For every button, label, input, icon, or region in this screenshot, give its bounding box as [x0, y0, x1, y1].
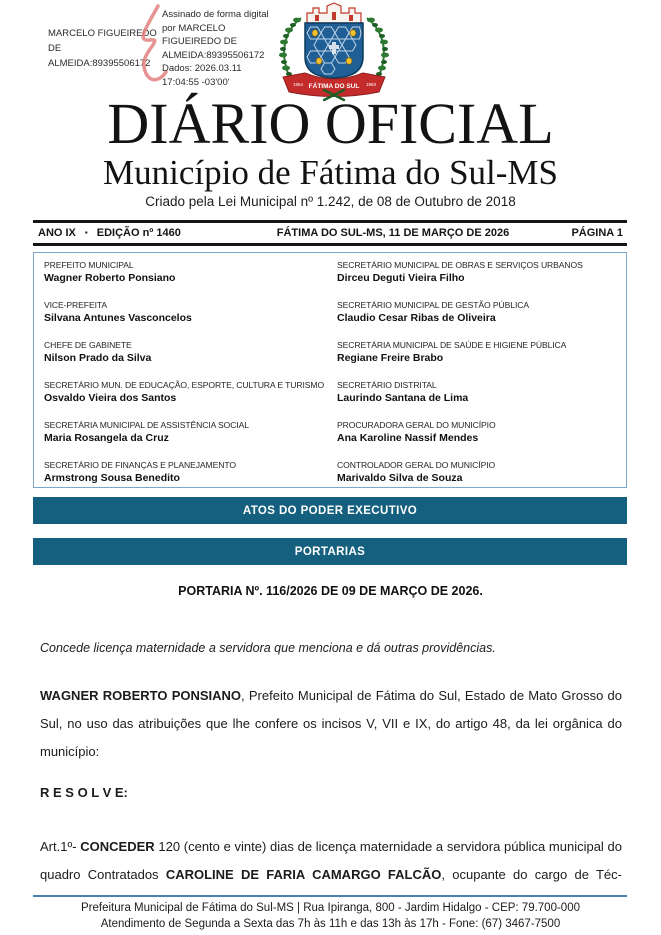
- official-entry: [44, 380, 329, 420]
- edition-info-bar: [33, 220, 627, 246]
- signature-details-text: Assinado de forma digital por MARCELO FIGUEIREDO DE ALMEIDA:89395506172: [162, 9, 269, 61]
- official-name: Claudio Cesar Ribas de Oliveira: [337, 312, 496, 324]
- year-label: ANO IX: [38, 227, 76, 239]
- official-role: VICE-PREFEITA: [44, 300, 108, 310]
- footer-address-line: Prefeitura Municipal de Fátima do Sul-MS | Rua Ipiranga, 800 - Jardim Hidalgo - CEP: 79.700-000: [80, 902, 580, 914]
- portaria-heading: PORTARIA Nº. 116/2026 DE 09 DE MARÇO DE 2026.: [178, 584, 483, 598]
- official-role: SECRETÁRIO MUNICIPAL DE GESTÃO PÚBLICA: [337, 300, 529, 310]
- section-banner-portarias: PORTARIAS: [33, 538, 627, 565]
- footer: [0, 900, 661, 932]
- section-banner-atos: ATOS DO PODER EXECUTIVO: [33, 497, 627, 524]
- page-title: DIÁRIO OFICIAL: [107, 91, 554, 156]
- official-name: Laurindo Santana de Lima: [337, 392, 469, 404]
- edition-info-left: [33, 227, 243, 239]
- article-text-mid: 120 (cento e vinte) dias de licença maternidade a servidora pública municipal do quadro Contratados: [40, 839, 622, 882]
- official-entry: [337, 380, 622, 420]
- official-name: Wagner Roberto Ponsiano: [44, 272, 176, 284]
- official-name: Maria Rosangela da Cruz: [44, 432, 169, 444]
- officials-left-column: [44, 260, 329, 500]
- official-entry: [337, 260, 622, 300]
- official-name: Dirceu Deguti Vieira Filho: [337, 272, 465, 284]
- official-entry: [44, 340, 329, 380]
- official-role: SECRETÁRIO DE FINANÇAS E PLANEJAMENTO: [44, 460, 236, 470]
- edition-label: EDIÇÃO nº 1460: [96, 227, 181, 239]
- ribbon-year-right: 1963: [366, 82, 377, 87]
- created-by-law-line: Criado pela Lei Municipal nº 1.242, de 08 de Outubro de 2018: [145, 194, 516, 209]
- official-role: SECRETÁRIA MUNICIPAL DE ASSISTÊNCIA SOCIAL: [44, 420, 249, 430]
- signature-details: [162, 8, 276, 89]
- page-subtitle: Município de Fátima do Sul-MS: [103, 153, 558, 192]
- masthead: [0, 91, 661, 210]
- official-name: Nilson Prado da Silva: [44, 352, 152, 364]
- resolve-label: R E S O L V E:: [40, 785, 128, 800]
- edition-date: FÁTIMA DO SUL-MS, 11 DE MARÇO DE 2026: [276, 227, 510, 239]
- conceder-bold: CONCEDER: [80, 839, 155, 854]
- official-entry: [44, 260, 329, 300]
- official-entry: [337, 460, 622, 500]
- signature-signer-name: MARCELO FIGUEIREDO DE ALMEIDA:89395506172: [48, 28, 157, 69]
- official-name: Silvana Antunes Vasconcelos: [44, 312, 192, 324]
- official-entry: [44, 300, 329, 340]
- official-role: SECRETÁRIO MUN. DE EDUCAÇÃO, ESPORTE, CULTURA E TURISMO: [44, 380, 325, 390]
- official-entry: [337, 300, 622, 340]
- official-role: SECRETÁRIO MUNICIPAL DE OBRAS E SERVIÇOS URBANOS: [337, 260, 583, 270]
- mayor-name-bold: WAGNER ROBERTO PONSIANO: [40, 688, 242, 703]
- page-number: PÁGINA 1: [571, 227, 623, 239]
- official-name: Regiane Freire Brabo: [337, 352, 444, 364]
- footer-hours-line: Atendimento de Segunda a Sexta das 7h às 11h e das 13h às 17h - Fone: (67) 3467-7500: [100, 918, 561, 930]
- official-name: Armstrong Sousa Benedito: [44, 472, 180, 484]
- officials-right-column: [337, 260, 622, 500]
- official-role: PROCURADORA GERAL DO MUNICÍPIO: [337, 420, 496, 430]
- official-entry: [337, 420, 622, 460]
- official-name: Marivaldo Silva de Souza: [337, 472, 463, 484]
- footer-divider: [33, 895, 627, 897]
- official-role: CHEFE DE GABINETE: [44, 340, 132, 350]
- paragraph-article-1: [40, 833, 622, 889]
- officials-box: [33, 252, 627, 488]
- edition-bullet-icon: ▪: [84, 227, 88, 237]
- signature-date-text: Dados: 2026.03.11 17:04:55 -03'00': [162, 63, 242, 88]
- article-text-end: , ocupante do cargo de Téc-: [441, 867, 622, 882]
- ribbon-year-left: 1954: [293, 82, 304, 87]
- official-role: CONTROLADOR GERAL DO MUNICÍPIO: [337, 460, 496, 470]
- article-label: Art.1º-: [40, 839, 81, 854]
- official-role: SECRETÁRIO DISTRITAL: [337, 380, 437, 390]
- official-name: Ana Karoline Nassif Mendes: [337, 432, 479, 444]
- preamble-text: , Prefeito Municipal de Fátima do Sul, Estado de Mato Grosso do Sul, no uso das atribuições que lhe confere os incisos V, VII e IX, do artigo 48, da lei orgânica do município:: [40, 688, 622, 759]
- official-entry: [44, 460, 329, 500]
- official-entry: [337, 340, 622, 380]
- official-role: SECRETÁRIA MUNICIPAL DE SAÚDE E HIGIENE PÚBLICA: [337, 340, 567, 350]
- portaria-summary: Concede licença maternidade a servidora que menciona e dá outras providências.: [40, 641, 496, 655]
- paragraph-preamble: [40, 682, 622, 766]
- official-entry: [44, 420, 329, 460]
- servant-name-bold: CAROLINE DE FARIA CAMARGO FALCÃO: [165, 867, 442, 882]
- official-name: Osvaldo Vieira dos Santos: [44, 392, 177, 404]
- official-role: PREFEITO MUNICIPAL: [44, 260, 134, 270]
- ribbon-text: FÁTIMA DO SUL: [308, 83, 360, 90]
